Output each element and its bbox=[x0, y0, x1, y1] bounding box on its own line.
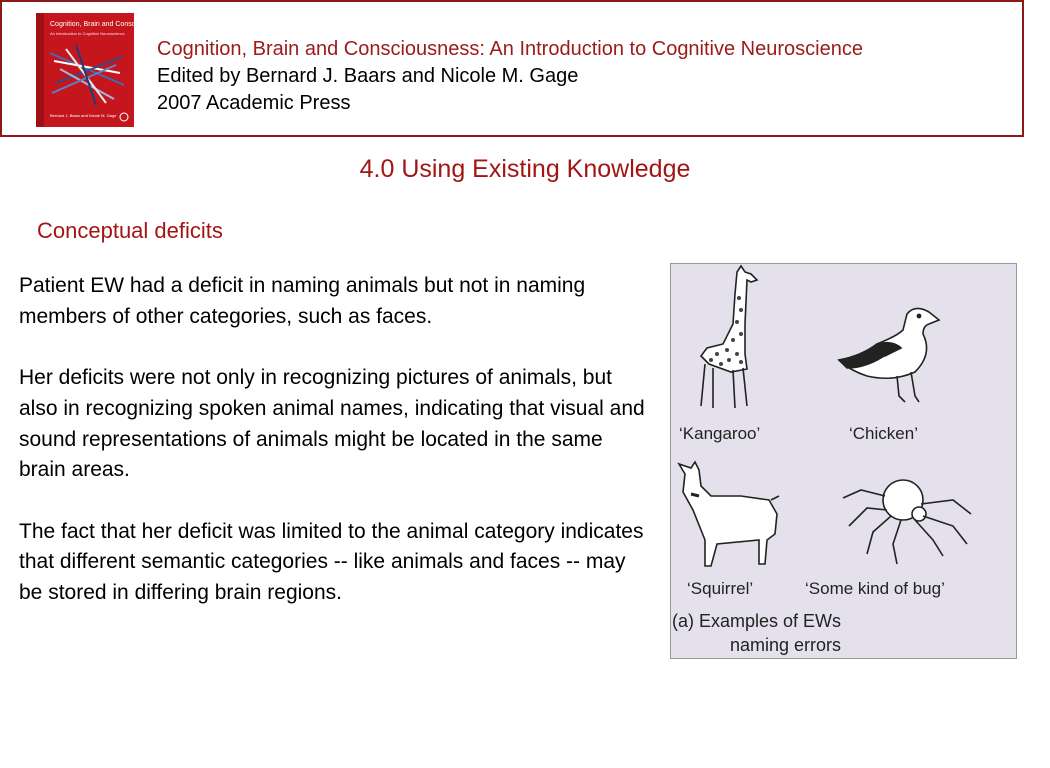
paragraph-3: The fact that her deficit was limited to the animal category indicates that different semantic categories -- like animals and faces -- may be stored in differing brain regions. bbox=[19, 519, 644, 604]
cover-authors-text: Bernard J. Baars and Nicole M. Gage bbox=[50, 113, 117, 118]
goat-drawing bbox=[679, 462, 779, 566]
duck-label: ‘Chicken’ bbox=[849, 424, 918, 443]
giraffe-label: ‘Kangaroo’ bbox=[679, 424, 761, 443]
paragraph-2: Her deficits were not only in recognizing pictures of animals, but also in recognizing spoken animal names, indicating that visual and sound representations of animals might be located in the same brain areas. bbox=[19, 366, 645, 482]
body-text bbox=[19, 271, 649, 639]
spider-label: ‘Some kind of bug’ bbox=[805, 579, 945, 598]
book-citation bbox=[157, 36, 863, 117]
book-publisher: 2007 Academic Press bbox=[157, 92, 351, 114]
cover-subtitle-text: An Introduction to Cognitive Neuroscience bbox=[50, 31, 125, 36]
slide-title: 4.0 Using Existing Knowledge bbox=[359, 155, 691, 183]
cover-title-text: Cognition, Brain and Consciousness bbox=[50, 21, 163, 28]
section-heading: Conceptual deficits bbox=[37, 218, 223, 243]
figure-panel bbox=[670, 263, 1017, 659]
figure-caption bbox=[672, 609, 841, 657]
caption-line-1: (a) Examples of EWs bbox=[672, 611, 842, 631]
book-title: Cognition, Brain and Consciousness: An Introduction to Cognitive Neuroscience bbox=[157, 38, 863, 60]
book-editors: Edited by Bernard J. Baars and Nicole M. Gage bbox=[157, 65, 579, 87]
goat-label: ‘Squirrel’ bbox=[687, 579, 754, 598]
paragraph-1: Patient EW had a deficit in naming animals but not in naming members of other categories, such as faces. bbox=[19, 274, 586, 328]
duck-drawing bbox=[839, 308, 939, 402]
spider-drawing bbox=[843, 480, 971, 564]
book-cover-image bbox=[36, 13, 163, 127]
book-header bbox=[0, 0, 1024, 137]
caption-line-2: naming errors bbox=[730, 635, 842, 655]
giraffe-drawing bbox=[701, 266, 757, 408]
